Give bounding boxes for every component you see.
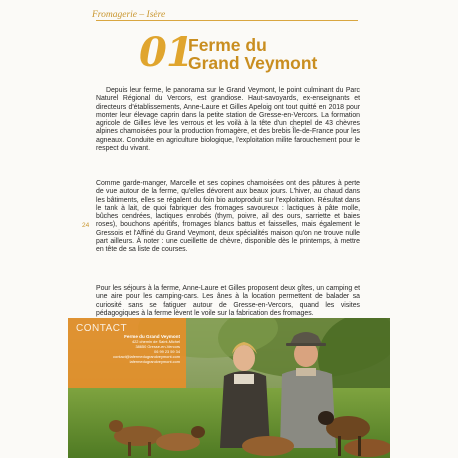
contact-website[interactable]: lafermedugrandveymont.com (129, 359, 180, 365)
chapter-number: 01 (139, 29, 193, 76)
contact-box (68, 318, 186, 388)
contact-address-line2: 38650 Gresse-en-Vercors (135, 344, 180, 350)
section-label: Fromagerie – Isère (88, 10, 169, 20)
body-paragraph-3: Pour les séjours à la ferme, Anne-Laure et Gilles proposent deux gîtes, un camping et une aire pour les camping-cars. Les ânes à la location permettent de balader sa curiosité sans se fatiguer autour de Gresse-en-Vercors, quand les visites pédagogiques à la ferme lèvent le voile sur la fabrication des fromages. (96, 285, 360, 317)
contact-phone: 06 99 23 59 34 (154, 349, 180, 355)
chapter-title (188, 36, 317, 72)
contact-heading: CONTACT (76, 323, 128, 334)
chapter-title-line1: Ferme du (188, 35, 267, 55)
chapter-title-line2: Grand Veymont (188, 53, 318, 73)
contact-details (113, 334, 180, 365)
header-rule (96, 20, 358, 21)
body-paragraph-1: Depuis leur ferme, le panorama sur le Grand Veymont, le point culminant du Parc Naturel Régional du Vercors, est grandiose. Haut-savoyards, ex-enseignants et directeurs d'établissements, Anne-Laure et Gilles Apeloig ont tout quitté en 2018 pour monter leur élevage caprin dans la petite station de Gresse-en-Vercors. La formation agricole de Gilles lève les verrous et les voilà à la tête d'un cheptel de 43 chèvres alpines chamoisées pour la production fromagère, et des brebis Île-de-France pour les agneaux. Conduite en agriculture biologique, l'exploitation milite farouchement pour le respect du vivant. (96, 87, 360, 153)
contact-address-line1: 422 chemin de Saint-Michel (131, 339, 180, 345)
contact-email[interactable]: contact@lafermedugrandveymont.com (113, 354, 180, 360)
body-paragraph-2: Comme garde-manger, Marcelle et ses copines chamoisées ont des pâtures à perte de vue autour de la ferme, qu'elles dévorent aux beaux jours. L'hiver, au chaud dans les bâtiments, elles se régalent du foin bio autoproduit sur l'exploitation. Résultat dans le tank à lait, de quoi fabriquer des fromages savoureux : lactiques à pâte molle, bûches cendrées, lactiques enrobés (thym, poivre, ail des ours, sarriette et baies roses), bouchons apéritifs, fromages blancs battus et faisselles, mais également le Gressois et l'Affiné du Grand Veymont, deux spécialités maison qu'on ne trouve nulle part ailleurs. À noter : une cueillette de chèvre, disponible dès le printemps, à mettre en tête de sa liste de courses. (96, 180, 360, 254)
page-number: 24 (82, 222, 90, 229)
contact-name: Ferme du Grand Veymont (124, 334, 180, 339)
